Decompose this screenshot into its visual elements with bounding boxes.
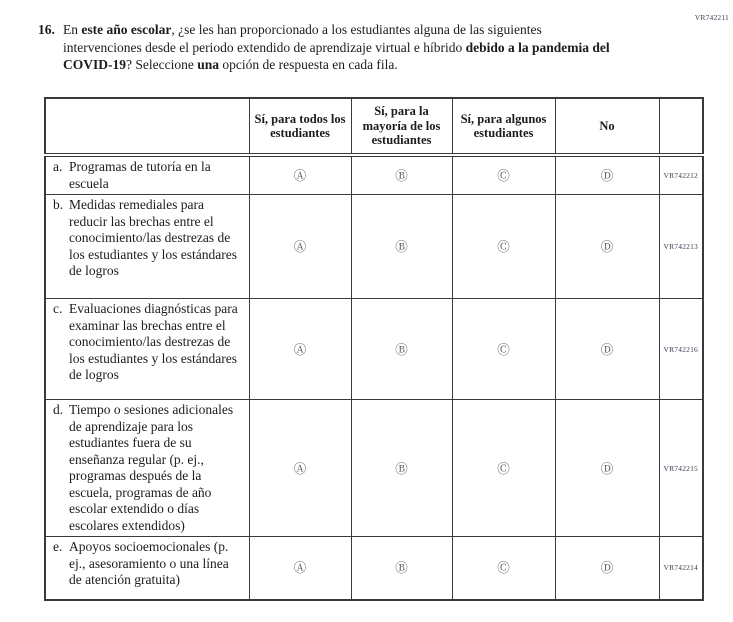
item-letter: c. [53,301,63,316]
header-col-no: No [555,98,659,155]
table-row [45,400,703,537]
option-cell-c [452,195,555,299]
item-cell [45,299,249,400]
response-bubble-d[interactable]: Ⓓ [600,460,614,476]
option-cell-c [452,155,555,195]
item-text: Evaluaciones diagnósticas para examinar las brechas entre el conocimiento/las destrezas de los estudiantes y los estándares de logros [69,301,238,382]
response-bubble-c[interactable]: Ⓒ [497,460,510,476]
option-cell-d [555,299,659,400]
question-number: 16. [38,22,55,37]
row-code: VR742215 [659,400,703,537]
option-cell-d [555,155,659,195]
option-cell-b [351,400,452,537]
response-bubble-a[interactable]: Ⓐ [293,168,307,183]
item-cell [45,195,249,299]
item-text: Programas de tutoría en la escuela [69,159,211,191]
item-letter: e. [53,539,63,554]
option-cell-a [249,400,351,537]
item-cell [45,537,249,600]
header-row [45,98,703,155]
item-letter: b. [53,197,64,212]
row-code: VR742214 [659,537,703,600]
response-bubble-c[interactable]: Ⓒ [497,239,510,254]
option-cell-d [555,400,659,537]
header-blank-left [45,98,249,155]
header-col-most-students: Sí, para la mayoría de los estudiantes [351,98,452,155]
response-bubble-d[interactable]: Ⓓ [600,341,614,357]
form-code-top: VR742211 [694,13,729,22]
option-cell-a [249,537,351,600]
option-cell-a [249,155,351,195]
item-letter: d. [53,402,64,417]
header-blank-right [659,98,703,155]
response-bubble-d[interactable]: Ⓓ [600,560,614,576]
response-bubble-b[interactable]: Ⓑ [395,341,408,357]
option-cell-c [452,400,555,537]
option-cell-b [351,155,452,195]
response-bubble-c[interactable]: Ⓒ [497,341,510,357]
response-bubble-d[interactable]: Ⓓ [600,168,614,183]
item-text: Apoyos socioemocionales (p. ej., asesoramiento o una línea de atención gratuita) [69,539,229,587]
response-bubble-b[interactable]: Ⓑ [395,460,408,476]
question-text: En este año escolar, ¿se les han proporcionado a los estudiantes alguna de las siguientes intervenciones desde el periodo extendido de aprendizaje virtual e híbrido debido a la pandemia del COVID-19? Seleccione una opción de respuesta en cada fila. [63,22,610,72]
table-row [45,155,703,195]
response-bubble-d[interactable]: Ⓓ [600,239,614,254]
row-code: VR742216 [659,299,703,400]
response-bubble-c[interactable]: Ⓒ [497,560,510,576]
question-16 [38,21,610,74]
option-cell-c [452,299,555,400]
response-bubble-b[interactable]: Ⓑ [395,239,408,254]
response-bubble-c[interactable]: Ⓒ [497,168,510,183]
response-bubble-a[interactable]: Ⓐ [293,560,307,576]
option-cell-b [351,299,452,400]
option-cell-b [351,537,452,600]
item-text: Tiempo o sesiones adicionales de aprendizaje para los estudiantes fuera de su enseñanza regular (p. ej., programas después de la escuela, programas de año escolar extendido o días escolares extendidos) [69,402,234,533]
question-table-body [45,155,703,600]
row-code: VR742212 [659,155,703,195]
header-col-all-students: Sí, para todos los estudiantes [249,98,351,155]
item-letter: a. [53,159,63,174]
table-row [45,537,703,600]
response-table [44,97,704,601]
option-cell-b [351,195,452,299]
row-code: VR742213 [659,195,703,299]
table-row [45,299,703,400]
option-cell-d [555,537,659,600]
response-bubble-b[interactable]: Ⓑ [395,168,408,183]
option-cell-c [452,537,555,600]
response-bubble-a[interactable]: Ⓐ [293,460,307,476]
response-bubble-a[interactable]: Ⓐ [293,239,307,254]
header-col-some-students: Sí, para algunos estudiantes [452,98,555,155]
option-cell-a [249,195,351,299]
option-cell-a [249,299,351,400]
item-cell [45,155,249,195]
response-bubble-a[interactable]: Ⓐ [293,341,307,357]
item-text: Medidas remediales para reducir las brechas entre el conocimiento/las destrezas de los estudiantes y los estándares de logros [69,197,237,278]
table-row [45,195,703,299]
response-bubble-b[interactable]: Ⓑ [395,560,408,576]
option-cell-d [555,195,659,299]
item-cell [45,400,249,537]
